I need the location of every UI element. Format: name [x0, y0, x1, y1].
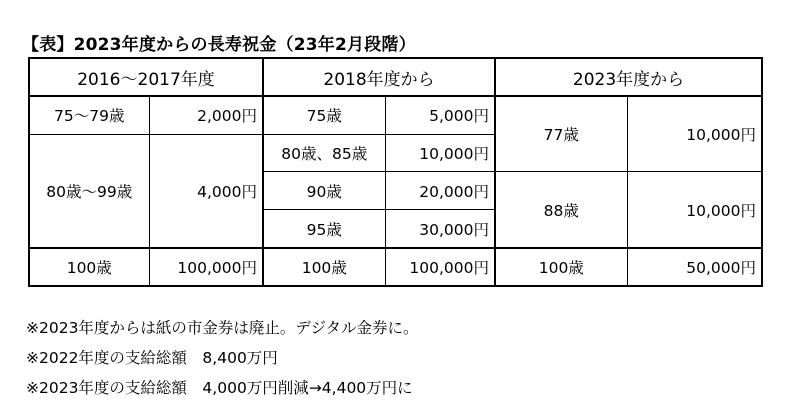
- group2-age-cell: 95歳: [263, 210, 385, 248]
- group1-age-cell: 80歳～99歳: [29, 134, 149, 248]
- group2-amount-cell: 100,000円: [385, 248, 495, 286]
- group1-age-cell: 75～79歳: [29, 96, 149, 134]
- longevity-gift-table: [28, 57, 763, 287]
- group3-amount-cell: 10,000円: [627, 172, 762, 248]
- group2-age-cell: 100歳: [263, 248, 385, 286]
- table-row: [29, 96, 762, 134]
- group3-age-cell: 100歳: [495, 248, 627, 286]
- table-row: [29, 248, 762, 286]
- header-2016-2017: 2016～2017年度: [29, 58, 263, 96]
- group2-amount-cell: 10,000円: [385, 134, 495, 172]
- note-line: ※2023年度の支給総額 4,000万円削減→4,400万円に: [26, 379, 413, 397]
- notes-section: [26, 313, 419, 403]
- group2-amount-cell: 5,000円: [385, 96, 495, 134]
- header-2023-onward: 2023年度から: [495, 58, 762, 96]
- group3-age-cell: 77歳: [495, 96, 627, 172]
- note-line: ※2023年度からは紙の市金券は廃止。デジタル金券に。: [26, 319, 419, 337]
- group2-age-cell: 75歳: [263, 96, 385, 134]
- group1-amount-cell: 2,000円: [149, 96, 263, 134]
- group2-age-cell: 90歳: [263, 172, 385, 210]
- group1-amount-cell: 100,000円: [149, 248, 263, 286]
- table-header-row: [29, 58, 762, 96]
- group2-age-cell: 80歳、85歳: [263, 134, 385, 172]
- group3-age-cell: 88歳: [495, 172, 627, 248]
- document-title: 【表】2023年度からの長寿祝金（23年2月段階）: [22, 35, 416, 55]
- group3-amount-cell: 10,000円: [627, 96, 762, 172]
- group1-age-cell: 100歳: [29, 248, 149, 286]
- note-line: ※2022年度の支給総額 8,400万円: [26, 349, 278, 367]
- group1-amount-cell: 4,000円: [149, 134, 263, 248]
- group3-amount-cell: 50,000円: [627, 248, 762, 286]
- group2-amount-cell: 30,000円: [385, 210, 495, 248]
- header-2018-onward: 2018年度から: [263, 58, 495, 96]
- group2-amount-cell: 20,000円: [385, 172, 495, 210]
